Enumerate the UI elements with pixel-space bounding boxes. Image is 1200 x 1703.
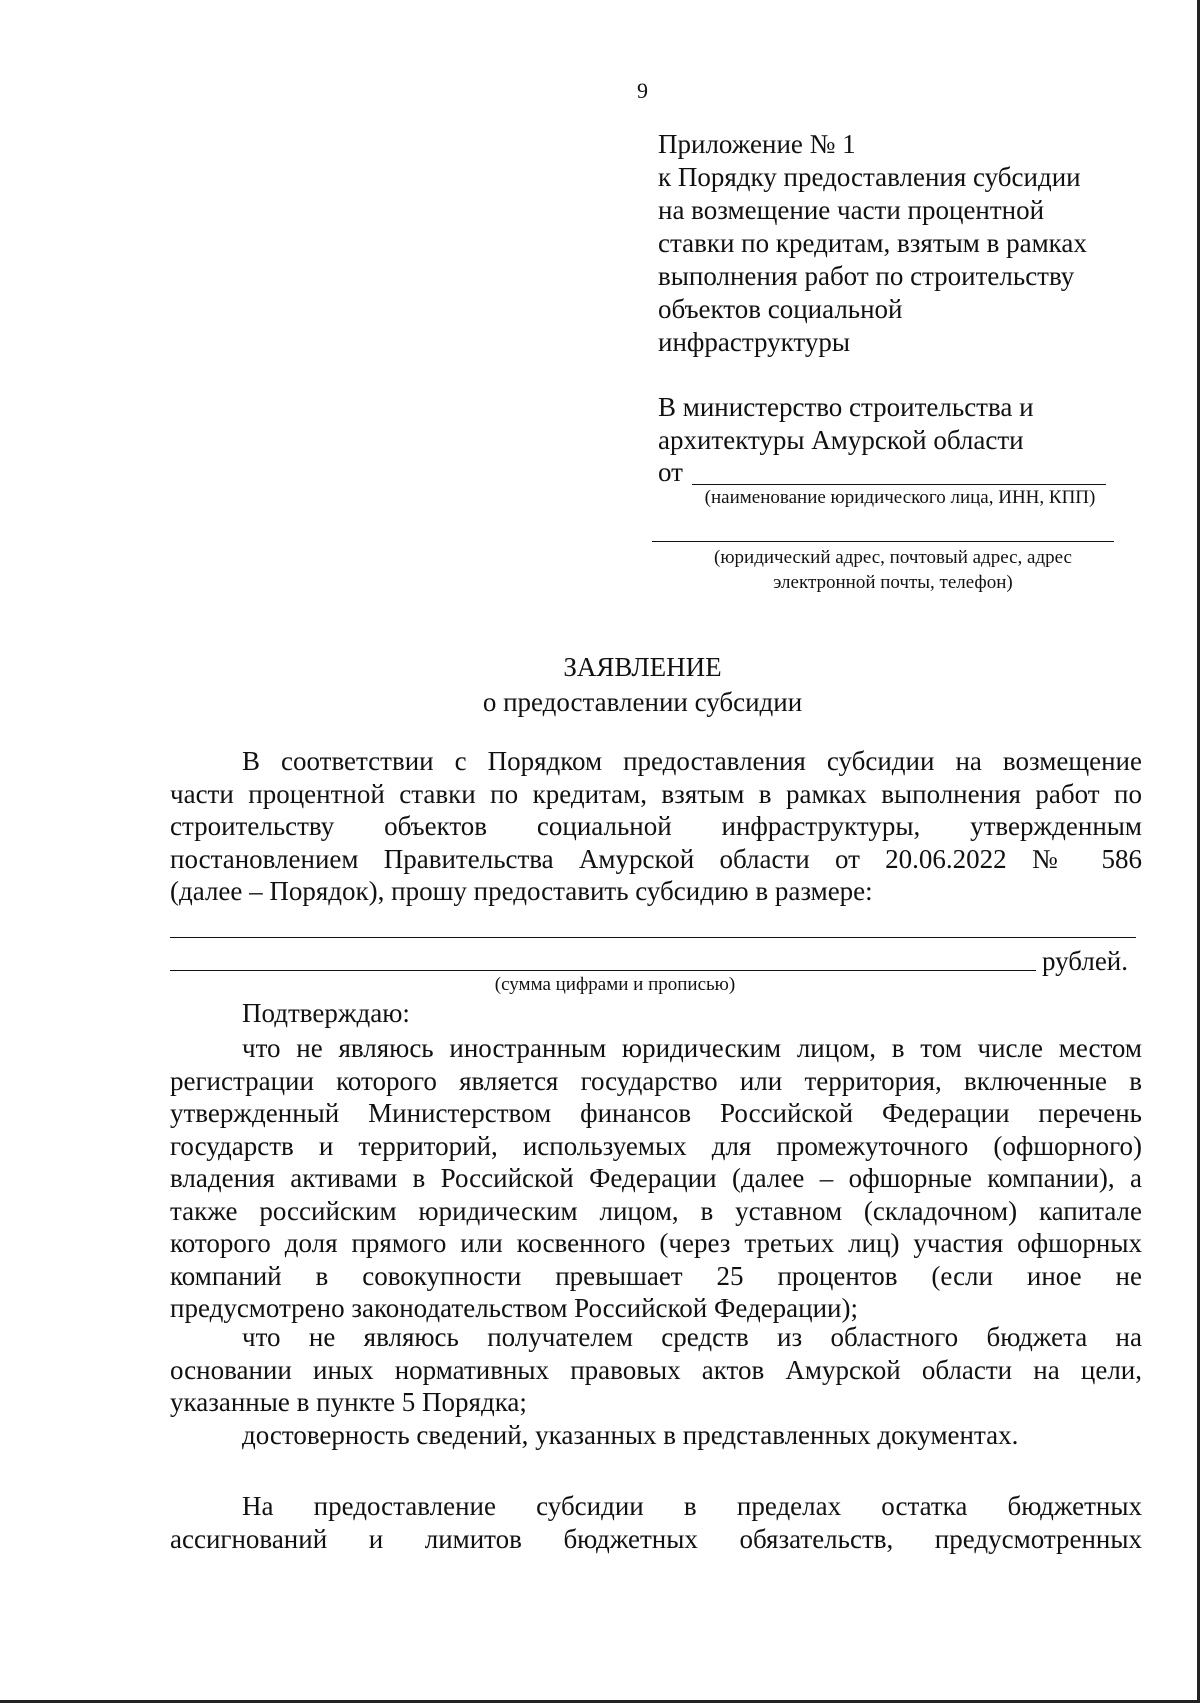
paragraph-line: основании иных нормативных правовых актов Амурской области на цели, xyxy=(170,1354,1142,1385)
appendix-line: ставки по кредитам, взятым в рамках xyxy=(658,228,1087,258)
confirm-label: Подтверждаю: xyxy=(242,998,410,1028)
paragraph-line: (далее – Порядок), прошу предоставить субсидию в размере: xyxy=(170,876,873,906)
paragraph-line: части процентной ставки по кредитам, взятым в рамках выполнения работ по xyxy=(170,778,1142,809)
appendix-line: выполнения работ по строительству xyxy=(658,261,1075,291)
recipient-line: В министерство строительства и xyxy=(658,392,1034,422)
recipient-block xyxy=(658,391,1128,457)
paragraph-line: утвержденный Министерством финансов Российской Федерации перечень xyxy=(170,1098,1142,1128)
paragraph-consent xyxy=(170,1490,1142,1555)
applicant-address-field-line[interactable] xyxy=(652,541,1114,542)
appendix-line: Приложение № 1 xyxy=(658,129,856,159)
paragraph-line: регистрации которого является государство или территория, включенные в xyxy=(170,1065,1142,1096)
paragraph-line: также российским юридическим лицом, в уставном (складочном) капитале xyxy=(170,1195,1142,1226)
rubles-label: рублей. xyxy=(1042,946,1129,976)
paragraph-line: строительству объектов социальной инфраструктуры, утвержденным xyxy=(170,811,1142,841)
paragraph-line: ассигнований и лимитов бюджетных обязательств, предусмотренных xyxy=(170,1523,1142,1554)
page-number: 9 xyxy=(637,78,648,103)
amount-caption: (сумма цифрами и прописью) xyxy=(494,974,736,995)
paragraph-line: владения активами в Российской Федерации (далее – офшорные компании), а xyxy=(170,1163,1142,1193)
paragraph-line: На предоставление субсидии в пределах остатка бюджетных xyxy=(242,1491,1142,1521)
applicant-address-caption xyxy=(660,545,1126,595)
applicant-name-field-line[interactable] xyxy=(692,484,1106,485)
paragraph-line: которого доля прямого или косвенного (через третьих лиц) участия офшорных xyxy=(170,1228,1142,1258)
document-title: ЗАЯВЛЕНИЕ xyxy=(563,652,722,682)
appendix-header xyxy=(658,128,1128,359)
document-subtitle: о предоставлении субсидии xyxy=(482,687,803,717)
paragraph-line: предусмотрено законодательством Российской Федерации); xyxy=(170,1293,858,1323)
appendix-line: к Порядку предоставления субсидии xyxy=(658,162,1081,192)
paragraph-line: компаний в совокупности превышает 25 процентов (если иное не xyxy=(170,1260,1142,1291)
recipient-line: архитектуры Амурской области xyxy=(658,425,1024,455)
paragraph-line: постановлением Правительства Амурской области от 20.06.2022 № 586 xyxy=(170,843,1142,874)
subsidy-amount-field-line[interactable] xyxy=(170,970,1036,971)
paragraph-request xyxy=(170,745,1142,908)
paragraph-line: В соответствии с Порядком предоставления субсидии на возмещение xyxy=(242,746,1142,776)
paragraph-line: государств и территорий, используемых для промежуточного (офшорного) xyxy=(170,1130,1142,1161)
paragraph-line: что не являюсь иностранным юридическим лицом, в том числе местом xyxy=(242,1033,1142,1063)
subsidy-amount-field-line[interactable] xyxy=(170,937,1136,938)
from-label: от xyxy=(658,457,683,487)
address-caption-line: (юридический адрес, почтовый адрес, адрес xyxy=(714,547,1072,568)
paragraph-line: что не являюсь получателем средств из областного бюджета на xyxy=(242,1322,1142,1352)
appendix-line: инфраструктуры xyxy=(658,327,850,357)
address-caption-line: электронной почты, телефон) xyxy=(773,572,1013,593)
paragraph-budget xyxy=(170,1321,1142,1419)
paragraph-reliability: достоверность сведений, указанных в представленных документах. xyxy=(242,1420,1019,1450)
applicant-name-caption: (наименование юридического лица, ИНН, КПП) xyxy=(704,487,1096,508)
appendix-line: объектов социальной xyxy=(658,294,903,324)
appendix-line: на возмещение части процентной xyxy=(658,195,1045,225)
paragraph-line: указанные в пункте 5 Порядка; xyxy=(170,1387,527,1417)
paragraph-offshore xyxy=(170,1032,1142,1325)
